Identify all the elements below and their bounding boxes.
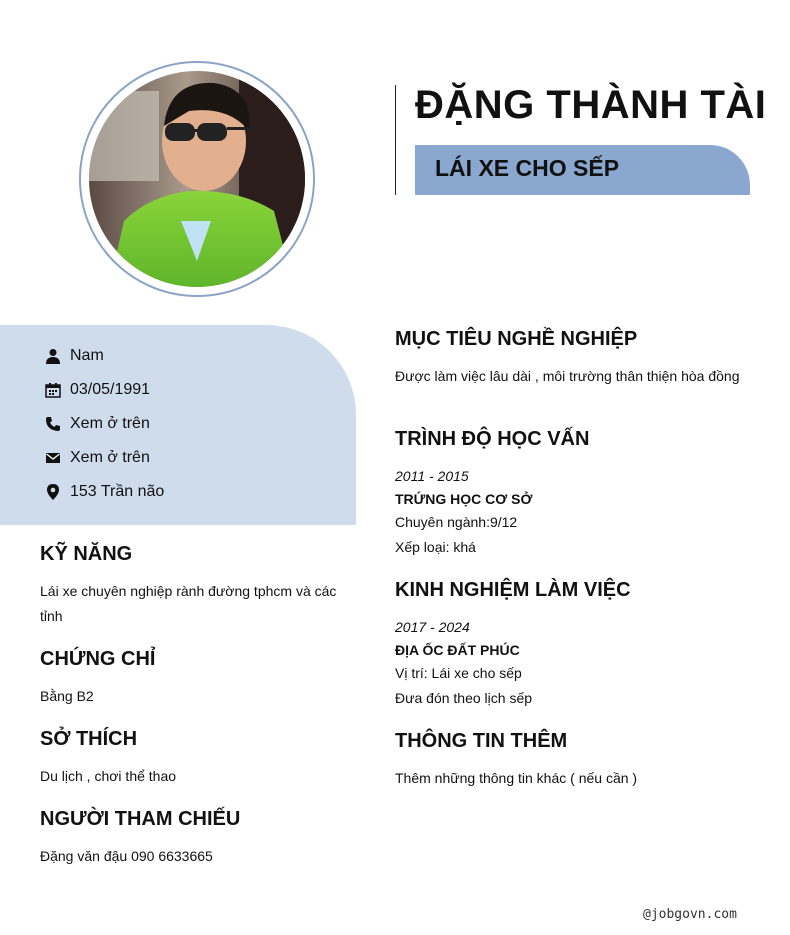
location-icon: [44, 483, 62, 501]
phone-icon: [44, 415, 62, 433]
contact-address: [44, 481, 164, 503]
skills-text: Lái xe chuyên nghiệp rành đường tphcm và các tỉnh: [40, 583, 337, 624]
experience-position: Vị trí: Lái xe cho sếp: [395, 665, 522, 681]
experience-desc: Đưa đón theo lịch sếp: [395, 690, 533, 706]
objective-text: Được làm việc lâu dài , môi trường thân thiện hòa đồng: [395, 368, 740, 384]
references-title: NGƯỜI THAM CHIẾU: [40, 808, 241, 830]
education-grade: Xếp loại: khá: [395, 539, 476, 555]
contact-email: [44, 447, 150, 469]
experience-company: ĐỊA ỐC ĐẤT PHÚC: [395, 642, 520, 658]
objective-title: MỤC TIÊU NGHỀ NGHIỆP: [395, 328, 638, 350]
person-icon: [44, 347, 62, 365]
experience-title: KINH NGHIỆM LÀM VIỆC: [395, 579, 631, 601]
avatar-photo: [89, 71, 305, 287]
avatar: [89, 71, 305, 287]
phone-text[interactable]: Xem ở trên: [70, 415, 150, 432]
address-text: 153 Trần não: [70, 483, 165, 500]
education-title: TRÌNH ĐỘ HỌC VẤN: [395, 428, 590, 450]
certificates-title: CHỨNG CHỈ: [40, 648, 156, 670]
education-major: Chuyên ngành:9/12: [395, 514, 518, 530]
references-text: Đặng văn đậu 090 6633665: [40, 848, 213, 864]
experience-period: 2017 - 2024: [395, 619, 470, 635]
hobbies-text: Du lịch , chơi thể thao: [40, 768, 177, 784]
hobbies-title: SỞ THÍCH: [40, 728, 138, 750]
contact-birthday: [44, 379, 150, 401]
header-divider: [395, 85, 396, 195]
contact-gender: [44, 345, 104, 367]
birthday-text: 03/05/1991: [70, 381, 151, 398]
additional-text: Thêm những thông tin khác ( nếu cần ): [395, 770, 638, 786]
education-school: TRỨNG HỌC CƠ SỞ: [395, 491, 533, 507]
additional-title: THÔNG TIN THÊM: [395, 730, 568, 752]
email-text[interactable]: Xem ở trên: [70, 449, 150, 466]
gender-text: Nam: [70, 347, 104, 364]
calendar-icon: [44, 381, 62, 399]
contact-phone: [44, 413, 150, 435]
certificates-text: Bằng B2: [40, 688, 94, 704]
mail-icon: [44, 449, 62, 467]
skills-title: KỸ NĂNG: [40, 543, 133, 565]
watermark: @jobgovn.com: [643, 907, 737, 922]
education-period: 2011 - 2015: [395, 468, 469, 484]
job-title: LÁI XE CHO SẾP: [435, 155, 620, 181]
full-name: ĐẶNG THÀNH TÀI: [415, 83, 767, 127]
